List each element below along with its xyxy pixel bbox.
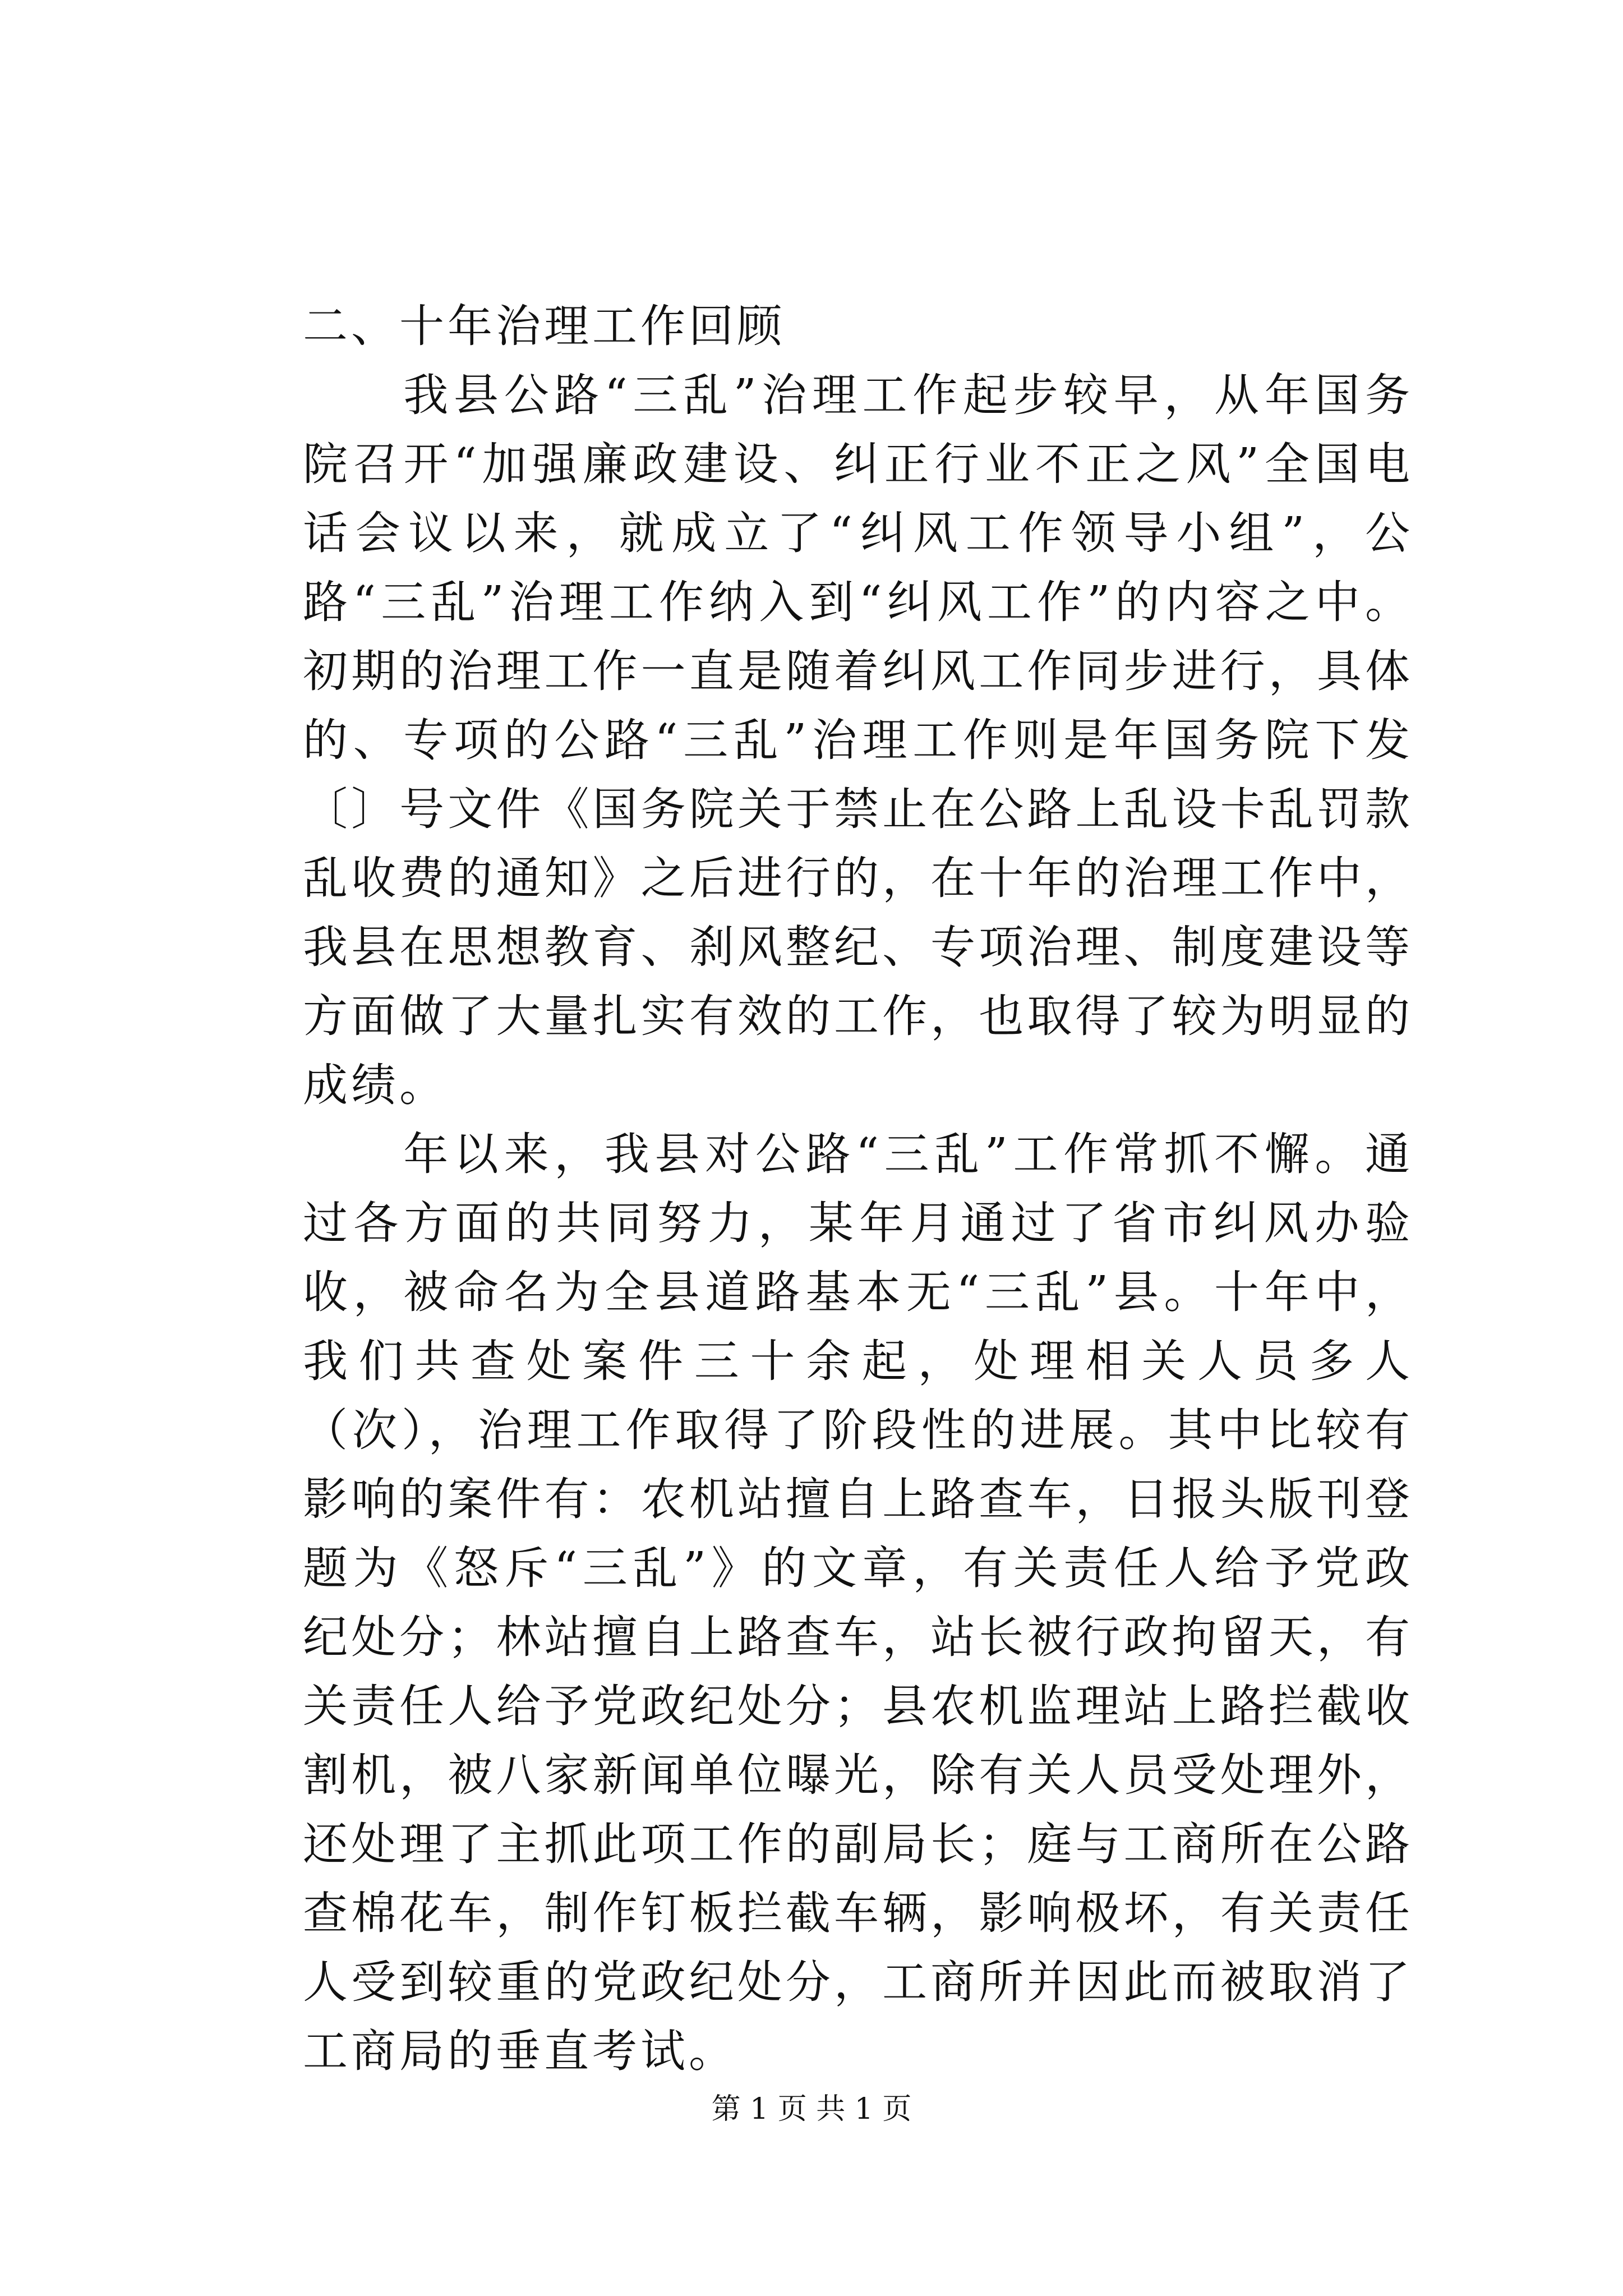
section-heading: 二、十年治理工作回顾 bbox=[303, 300, 785, 352]
document-body bbox=[303, 292, 1413, 2086]
paragraph-cases: 年以来，我县对公路“三乱”工作常抓不懈。通过各方面的共同努力，某年月通过了省市纠风办验收，被命名为全县道路基本无“三乱”县。十年中，我们共查处案件三十余起，处理相关人员多人（次），治理工作取得了阶段性的进展。其中比较有影响的案件有：农机站擅自上路查车，日报头版刊登题为《怒斥“三乱”》的文章，有关责任人给予党政纪处分；林站擅自上路查车，站长被行政拘留天，有关责任人给予党政纪处分；县农机监理站上路拦截收割机，被八家新闻单位曝光，除有关人员受处理外，还处理了主抓此项工作的副局长；庭与工商所在公路查棉花车，制作钉板拦截车辆，影响极坏，有关责任人受到较重的党政纪处分，工商所并因此而被取消了工商局的垂直考试。 bbox=[303, 1128, 1413, 2077]
page-footer: 第 1 页 共 1 页 bbox=[711, 2092, 912, 2126]
paragraph-review: 我县公路“三乱”治理工作起步较早，从年国务院召开“加强廉政建设、纠正行业不正之风”全国电话会议以来，就成立了“纠风工作领导小组”，公路“三乱”治理工作纳入到“纠风工作”的内容之中。初期的治理工作一直是随着纠风工作同步进行，具体的、专项的公路“三乱”治理工作则是年国务院下发〔〕号文件《国务院关于禁止在公路上乱设卡乱罚款乱收费的通知》之后进行的，在十年的治理工作中，我县在思想教育、刹风整纪、专项治理、制度建设等方面做了大量扎实有效的工作，也取得了较为明显的成绩。 bbox=[303, 369, 1413, 1111]
